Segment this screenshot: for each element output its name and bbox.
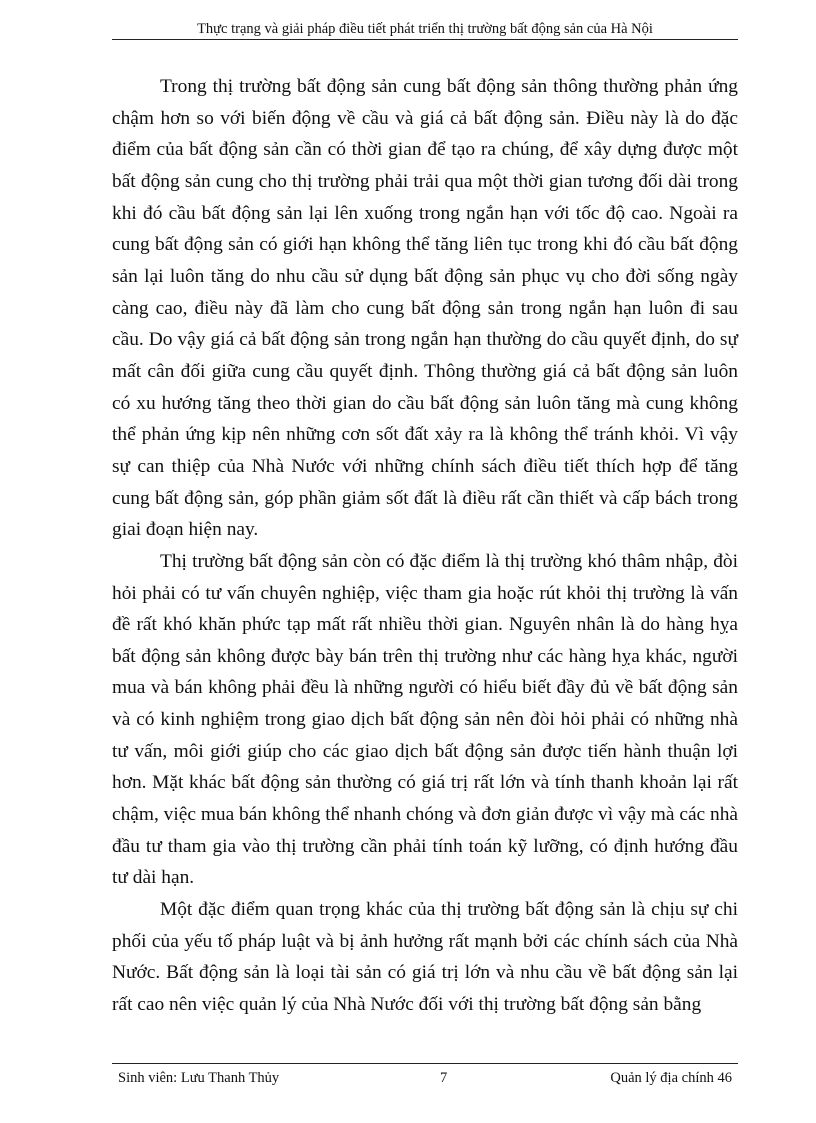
footer-student: Sinh viên: Lưu Thanh Thủy bbox=[118, 1070, 280, 1086]
page-number: 7 bbox=[440, 1070, 448, 1086]
header-title: Thực trạng và giải pháp điều tiết phát triển thị trường bất động sản của Hà Nội bbox=[197, 21, 653, 37]
footer-divider bbox=[112, 1063, 738, 1064]
page-header bbox=[112, 20, 738, 40]
page-footer bbox=[118, 1068, 732, 1088]
paragraph: Thị trường bất động sản còn có đặc điểm là thị trường khó thâm nhập, đòi hỏi phải có tư vấn chuyên nghiệp, việc tham gia hoặc rút khỏi thị trường là vấn đề rất khó khăn phức tạp mất rất nhiều thời gian. Nguyên nhân là do hàng hỵa bất động sản không được bày bán trên thị trường như các hàng hỵa khác, người mua và bán không phải đều là những người có hiểu biết đầy đủ về bất động sản và có kinh nghiệm trong giao dịch bất động sản nên đòi hỏi phải có những nhà tư vấn, môi giới giúp cho các giao dịch bất động sản được tiến hành thuận lợi hơn. Mặt khác bất động sản thường có giá trị rất lớn và tính thanh khoản lại rất chậm, việc mua bán không thể nhanh chóng và đơn giản được vì vậy mà các nhà đầu tư tham gia vào thị trường cần phải tính toán kỹ lưỡng, có định hướng đầu tư dài hạn. bbox=[112, 550, 739, 889]
paragraph: Một đặc điểm quan trọng khác của thị trường bất động sản là chịu sự chi phối của yếu tố pháp luật và bị ảnh hưởng rất mạnh bởi các chính sách của Nhà Nước. Bất động sản là loại tài sản có giá trị lớn và nhu cầu về bất động sản lại rất cao nên việc quản lý của Nhà Nước đối với thị trường bất động sản bằng bbox=[112, 899, 738, 1016]
paragraph: Trong thị trường bất động sản cung bất động sản thông thường phản ứng chậm hơn so với biến động về cầu và giá cả bất động sản. Điều này là do đặc điểm của bất động sản cần có thời gian để tạo ra chúng, để xây dựng được một bất động sản cung cho thị trường phải trải qua một thời gian tương đối dài trong khi đó cầu bất động sản lại lên xuống trong ngắn hạn với tốc độ cao. Ngoài ra cung bất động sản có giới hạn không thể tăng liên tục trong khi đó cầu bất động sản lại luôn tăng do nhu cầu sử dụng bất động sản phục vụ cho đời sống ngày càng cao, điều này đã làm cho cung bất động sản trong ngắn hạn luôn đi sau cầu. Do vậy giá cả bất động sản trong ngắn hạn thường do cầu quyết định, do sự mất cân đối giữa cung cầu quyết định. Thông thường giá cả bất động sản luôn có xu hướng tăng theo thời gian do cầu bất động sản luôn tăng mà cung không thể phản ứng kịp nên những cơn sốt đất xảy ra là không thể tránh khỏi. Vì vậy sự can thiệp của Nhà Nước với những chính sách điều tiết thích hợp để tăng cung bất động sản, góp phần giảm sốt đất là điều rất cần thiết và cấp bách trong giai đoạn hiện nay. bbox=[112, 76, 738, 541]
footer-class: Quản lý địa chính 46 bbox=[610, 1070, 732, 1086]
document-body bbox=[112, 71, 738, 1021]
